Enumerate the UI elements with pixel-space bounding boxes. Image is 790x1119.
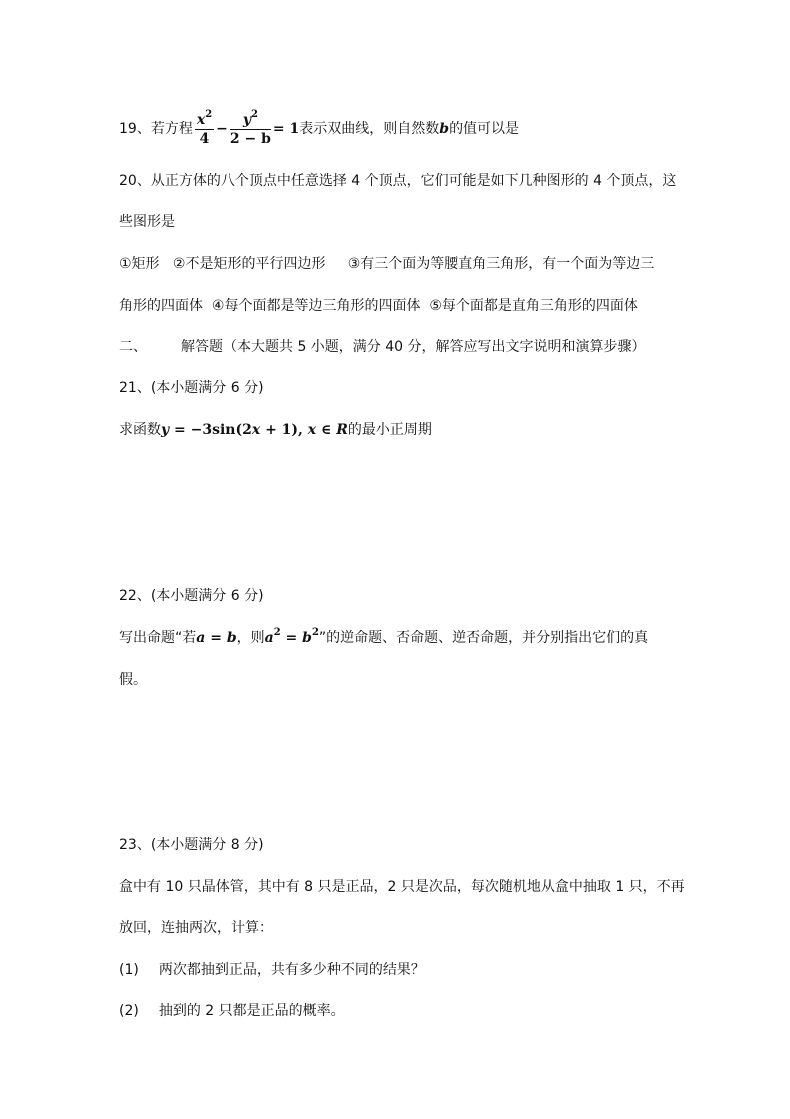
q23-item-2 (119, 1001, 345, 1021)
q23-item-2-label: (2) (119, 1003, 139, 1019)
question-19 (119, 109, 519, 149)
q22-mid: ，则 (236, 630, 265, 646)
q19-var-b: b (439, 121, 450, 137)
q21-var-x2: x (307, 422, 317, 438)
q21-in-symbol: ∈ (316, 422, 337, 438)
q22-var-a2: a (264, 630, 274, 646)
q21-header: 21、(本小题满分 6 分) (119, 380, 264, 396)
q23-header: 23、(本小题满分 8 分) (119, 837, 264, 853)
q22-var-a: a (196, 630, 206, 646)
q19-frac2-denominator: 2 − b (229, 130, 271, 147)
q19-frac2-exponent: 2 (250, 108, 258, 120)
q20-line-1: 20、从正方体的八个顶点中任意选择 4 个顶点，它们可能是如下几种图形的 4 个顶点，这 (119, 173, 677, 189)
q23-item-1-text: 两次都抽到正品，共有多少种不同的结果？ (158, 962, 425, 978)
q19-prefix: 19、若方程 (119, 121, 193, 137)
q19-frac1-denominator: 4 (199, 130, 210, 147)
section-2-label: 二、 (119, 339, 147, 355)
q21-prefix: 求函数 (119, 422, 161, 438)
q21-var-y: y (161, 422, 170, 438)
q23-body-line-2: 放回，连抽两次，计算： (119, 920, 273, 936)
q22-body-line-2: 假。 (119, 672, 147, 688)
q20-line-2: 些图形是 (119, 214, 175, 230)
q22-body-line-1 (119, 628, 648, 648)
q20-options-line-2: 角形的四面体 ④每个面都是等边三角形的四面体 ⑤每个面都是直角三角形的四面体 (119, 298, 638, 314)
q19-frac2-numerator: y (242, 111, 251, 128)
q22-header: 22、(本小题满分 6 分) (119, 588, 264, 604)
q19-mid-text: 表示双曲线，则自然数 (299, 121, 440, 137)
q21-body (119, 420, 432, 440)
q22-equals-1: = (205, 630, 227, 646)
q21-suffix: 的最小正周期 (347, 422, 432, 438)
q21-var-x1: x (251, 422, 261, 438)
q22-prefix: 写出命题“若 (119, 630, 197, 646)
q23-body-line-1: 盒中有 10 只晶体管，其中有 8 只是正品，2 只是次品，每次随机地从盒中抽取 1 只，不再 (119, 879, 685, 895)
q22-suffix: ”的逆命题、否命题、逆否命题，并分别指出它们的真 (318, 630, 649, 646)
q22-exp-b: 2 (311, 627, 319, 638)
q23-item-1-label: (1) (119, 962, 139, 978)
q21-expr-mid: = −3sin(2 (169, 422, 252, 438)
q19-equals-one: = 1 (272, 121, 300, 137)
q23-item-1 (119, 960, 425, 980)
q19-suffix: 的值可以是 (449, 121, 520, 137)
q21-set-R: R (336, 422, 348, 438)
q22-var-b: b (226, 630, 237, 646)
q22-equals-2: = (280, 630, 303, 646)
section-2-heading (119, 337, 646, 357)
q19-fraction-1 (195, 108, 214, 148)
q19-frac1-exponent: 2 (205, 108, 213, 120)
q23-item-2-text: 抽到的 2 只都是正品的概率。 (158, 1003, 345, 1019)
q19-frac1-numerator: x (196, 111, 206, 128)
q22-var-b2: b (302, 630, 312, 646)
q22-exp-a: 2 (273, 627, 281, 638)
q19-minus: − (216, 121, 228, 137)
q19-fraction-2 (229, 108, 271, 148)
section-2-text: 解答题（本大题共 5 小题，满分 40 分，解答应写出文字说明和演算步骤） (181, 339, 646, 355)
q21-expr-end: + 1), (260, 422, 308, 438)
q20-options-line-1: ①矩形 ②不是矩形的平行四边形 ③有三个面为等腰直角三角形，有一个面为等边三 (119, 256, 655, 272)
